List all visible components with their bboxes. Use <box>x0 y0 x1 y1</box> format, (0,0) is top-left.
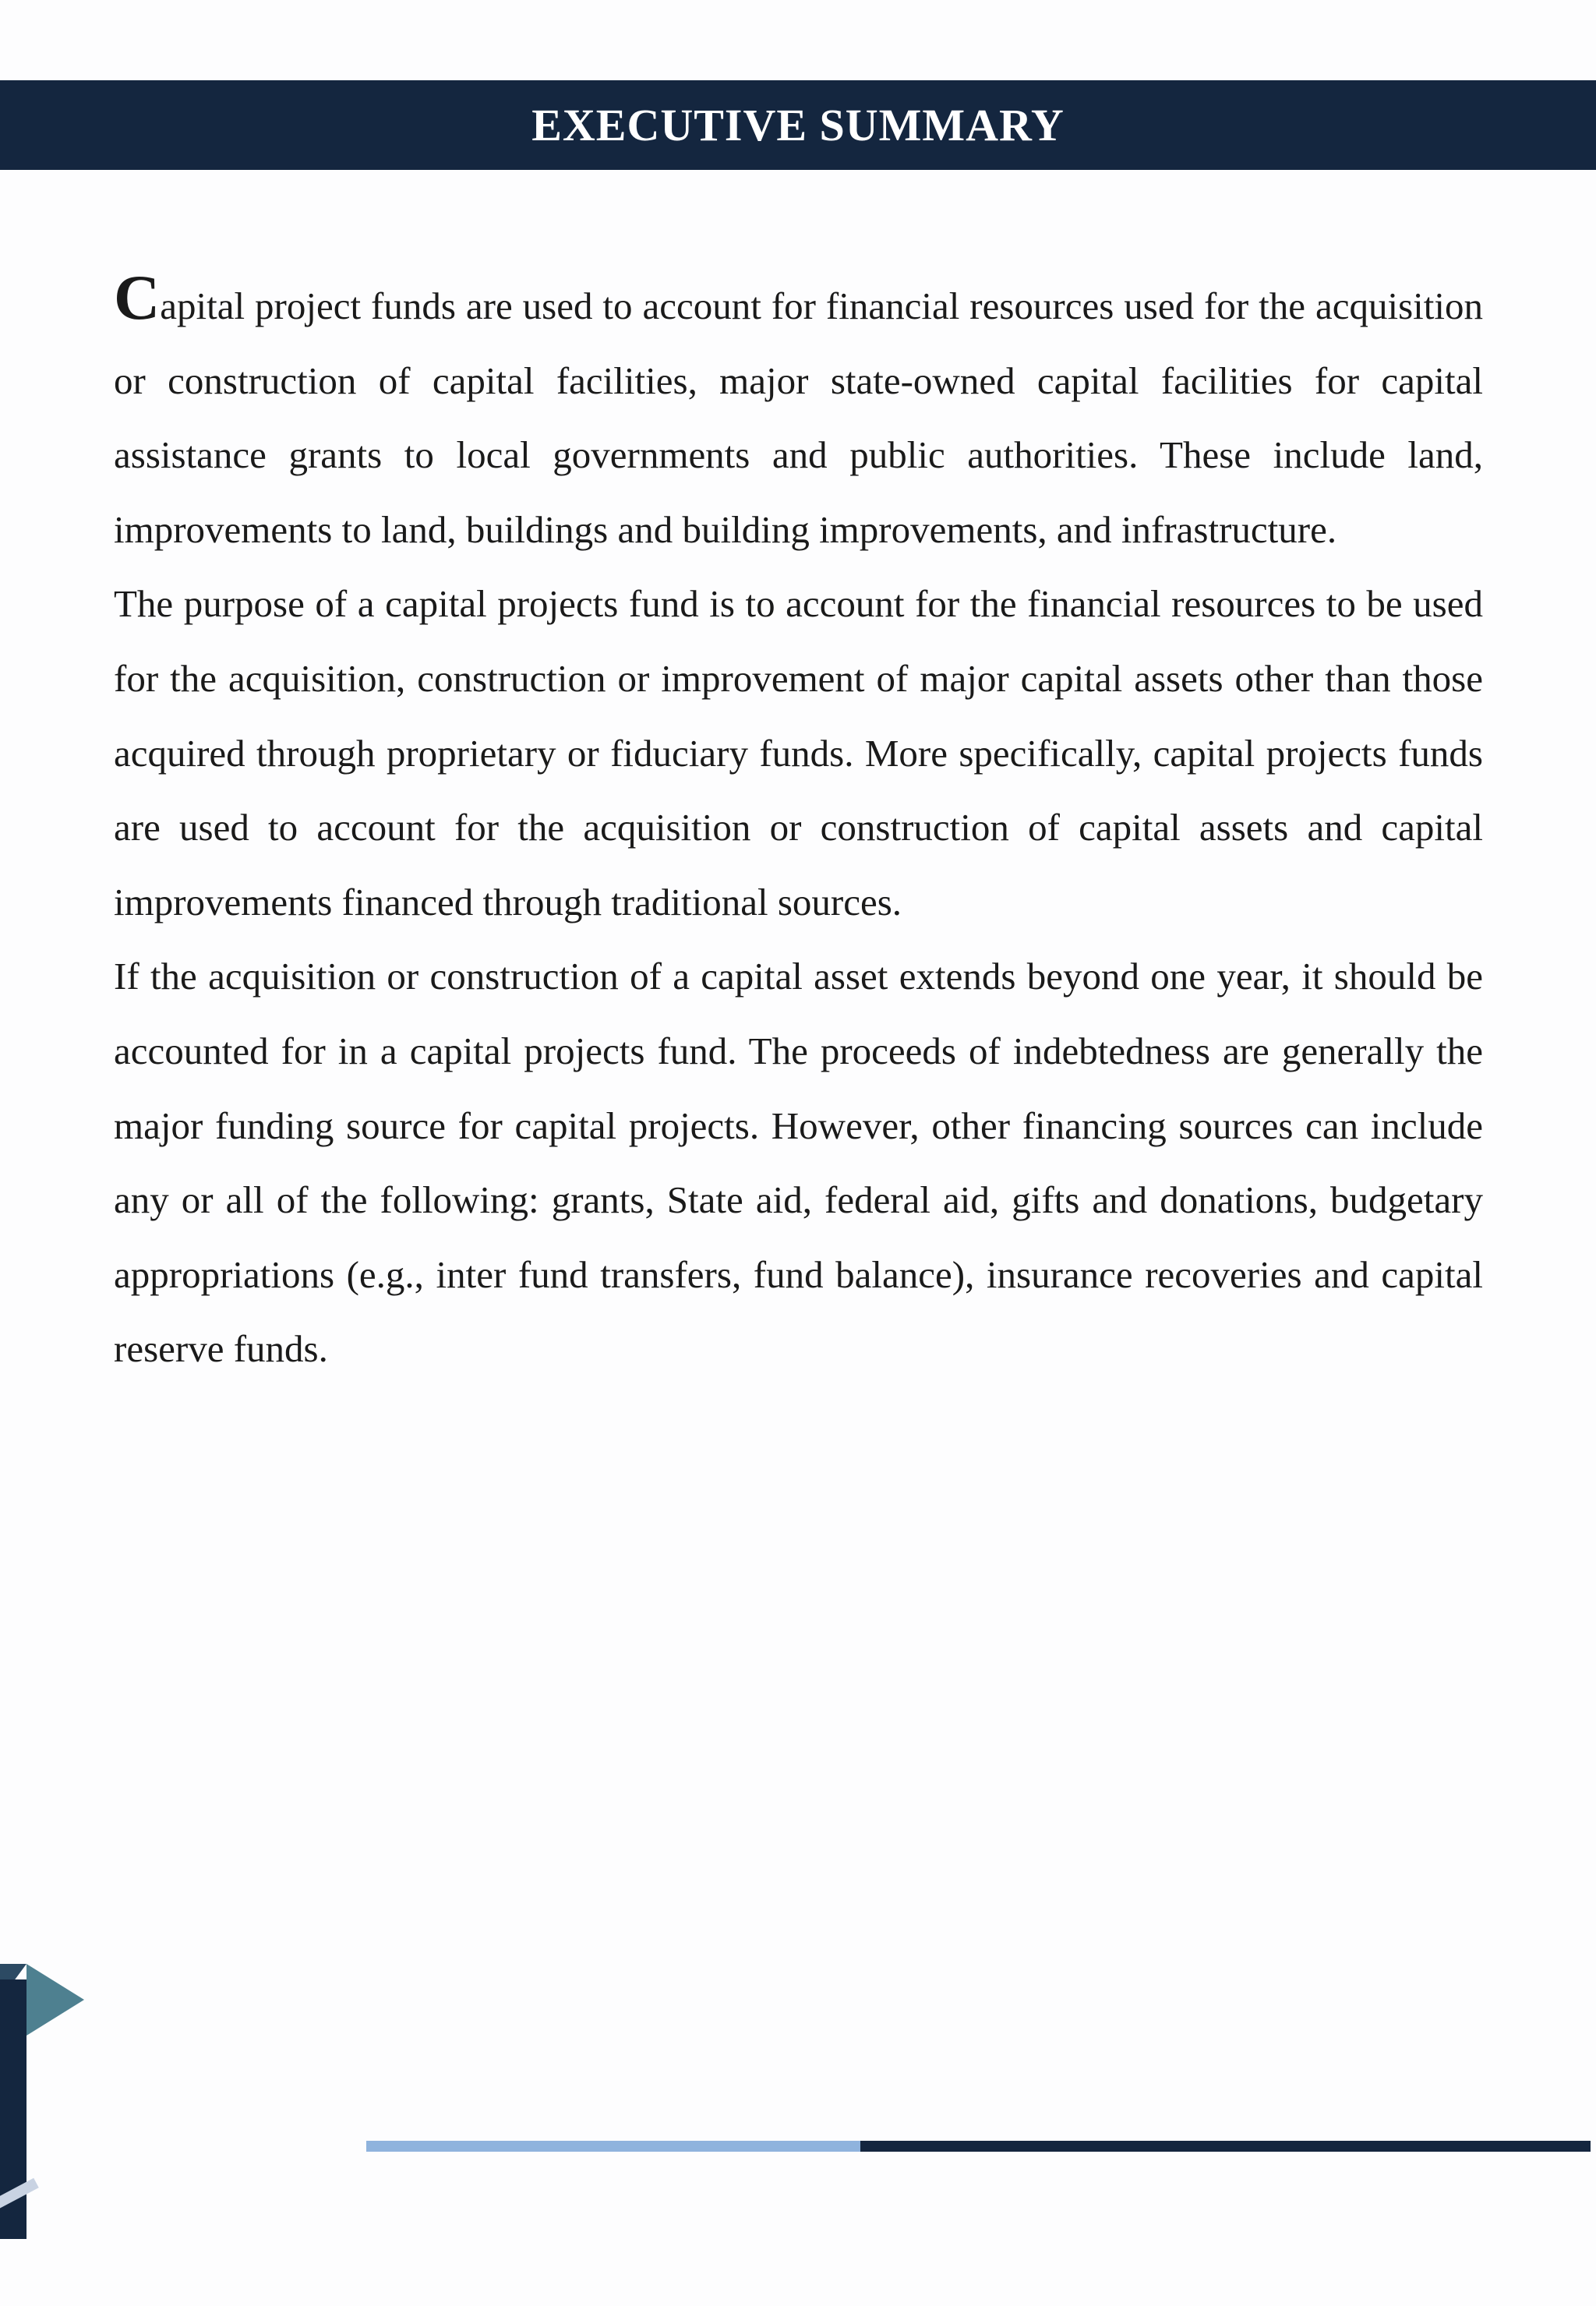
paragraph-2: The purpose of a capital projects fund is to account for the financial resources to be used for the acquisition, construction or improvement of major capital assets other than those acquired through proprietary or fiduciary funds. More specifically, capital projects funds are used to account for the acquisition or construction of capital assets and capital improvements financed through traditional sources. <box>114 582 1483 923</box>
drop-cap: C <box>114 262 161 333</box>
footer-rule-dark <box>860 2141 1591 2152</box>
page-title: EXECUTIVE SUMMARY <box>531 99 1065 150</box>
paragraph-1 <box>114 262 1483 567</box>
body-text <box>114 262 1483 1386</box>
paragraph-1-text: apital project funds are used to account for financial resources used for the acquisition or construction of capital facilities, major state-owned capital facilities for capital assistance grants to local governments and public authorities. These include land, improvements to land, buildings and building improvements, and infrastructure. <box>114 284 1483 551</box>
footer-rule-light <box>366 2141 860 2152</box>
corner-decoration-triangle <box>26 1964 84 2036</box>
paragraph-3: If the acquisition or construction of a capital asset extends beyond one year, it should be accounted for in a capital projects fund. The proceeds of indebtedness are generally the major funding source for capital projects. However, other financing sources can include any or all of the following: grants, State aid, federal aid, gifts and donations, budgetary appropriations (e.g., inter fund transfers, fund balance), insurance recoveries and capital reserve funds. <box>114 955 1483 1371</box>
header-band <box>0 80 1596 170</box>
